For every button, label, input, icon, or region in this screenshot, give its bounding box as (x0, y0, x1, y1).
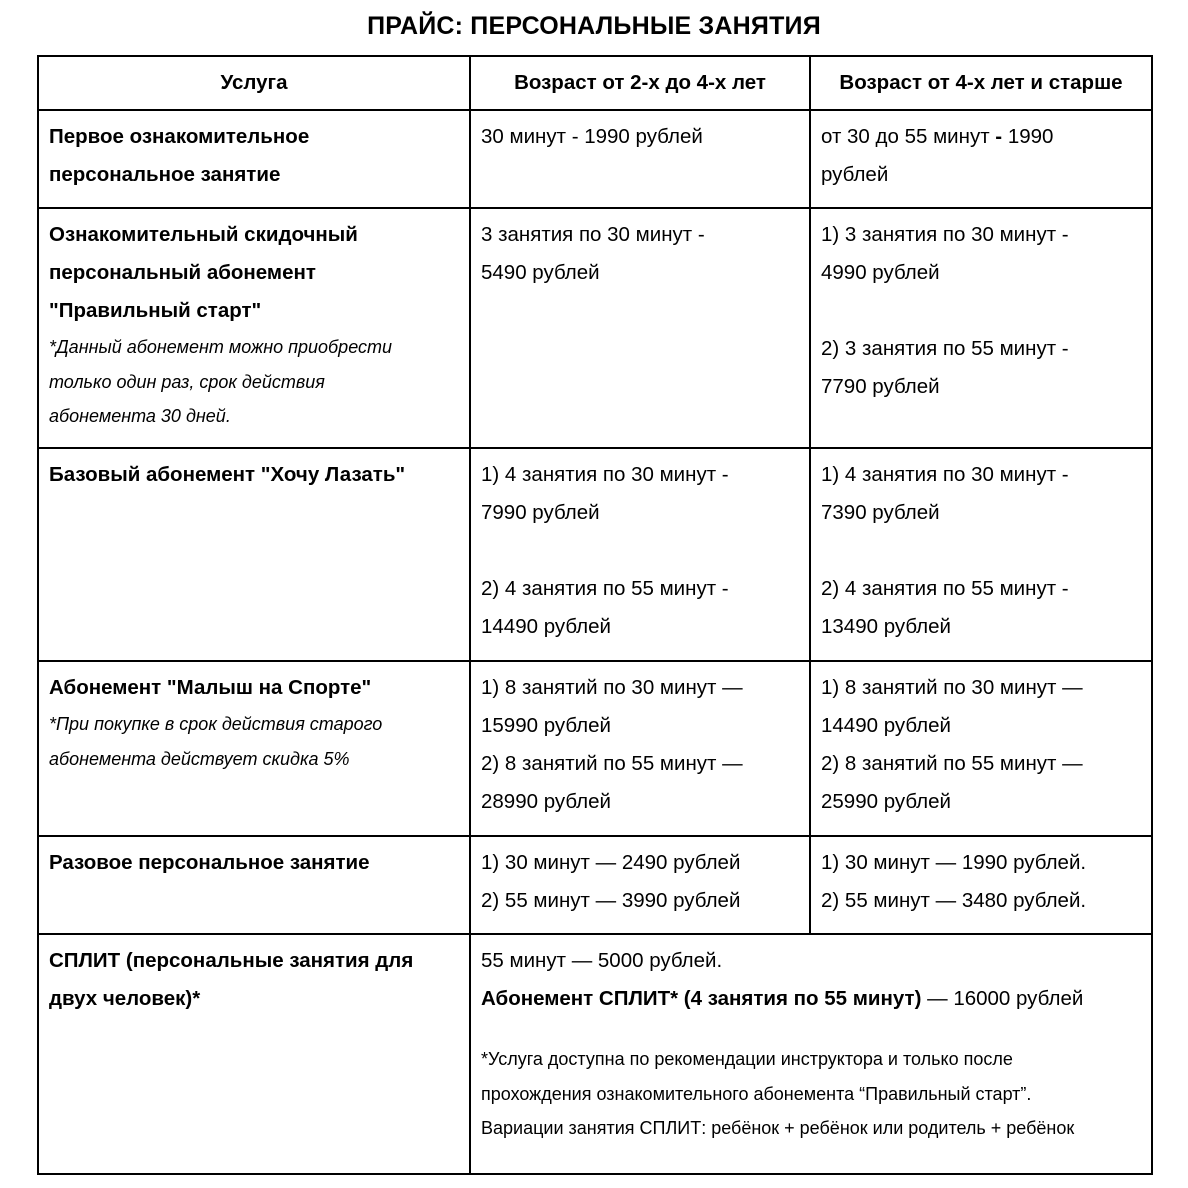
price-cell-age-2-4 (470, 208, 810, 448)
table-row (38, 448, 1152, 661)
spacer (481, 532, 799, 570)
price-line: 55 минут — 5000 рублей. (481, 949, 723, 972)
price-cell-age-2-4 (470, 661, 810, 836)
page-title: ПРАЙС: ПЕРСОНАЛЬНЫЕ ЗАНЯТИЯ (367, 12, 821, 40)
price-line: 25990 рублей (821, 790, 951, 813)
price-cell-age-4-plus (810, 661, 1152, 836)
price-cell-age-4-plus (810, 208, 1152, 448)
table-row (38, 110, 1152, 208)
price-line: 2) 55 минут — 3990 рублей (481, 889, 741, 912)
price-line: 15990 рублей (481, 714, 611, 737)
price-line (821, 118, 1141, 156)
price-line: 7390 рублей (821, 501, 940, 524)
price-line: 28990 рублей (481, 790, 611, 813)
service-name-line: СПЛИТ (персональные занятия для (49, 949, 414, 972)
price-line: 2) 8 занятий по 55 минут — (481, 752, 743, 775)
price-line: 2) 4 занятия по 55 минут - (821, 577, 1069, 600)
price-line: 2) 8 занятий по 55 минут — (821, 752, 1083, 775)
service-note-line: *Услуга доступна по рекомендации инструктора и только после (481, 1049, 1013, 1069)
price-line: 1) 3 занятия по 30 минут - (821, 223, 1069, 246)
price-cell-age-4-plus (810, 836, 1152, 934)
price-line: 1) 30 минут — 1990 рублей. (821, 851, 1087, 874)
price-line: 7990 рублей (481, 501, 600, 524)
service-note-line: *Данный абонемент можно приобрести (49, 337, 393, 357)
price-line: 1) 8 занятий по 30 минут — (821, 676, 1083, 699)
price-cell-age-2-4 (470, 448, 810, 661)
table-row (38, 934, 1152, 1174)
price-cell-age-2-4 (470, 110, 810, 208)
table-row (38, 661, 1152, 836)
price-line: 7790 рублей (821, 375, 940, 398)
price-table (37, 55, 1153, 1175)
service-name-line: Базовый абонемент "Хочу Лазать" (49, 463, 406, 486)
price-line: 3 занятия по 30 минут - (481, 223, 705, 246)
spacer (481, 1018, 1141, 1042)
header-age-2-4: Возраст от 2-х до 4-х лет (470, 56, 810, 110)
header-age-4-plus: Возраст от 4-х лет и старше (810, 56, 1152, 110)
service-name-line: Разовое персональное занятие (49, 851, 370, 874)
service-note-line: абонемента 30 дней. (49, 406, 231, 426)
price-line: 13490 рублей (821, 615, 951, 638)
price-cell-age-4-plus (810, 448, 1152, 661)
price-line: 5490 рублей (481, 261, 600, 284)
price-line: 14490 рублей (481, 615, 611, 638)
table-row (38, 208, 1152, 448)
split-subscription-price: — 16000 рублей (921, 987, 1084, 1010)
price-cell-age-2-4 (470, 836, 810, 934)
service-note-line: прохождения ознакомительного абонемента “Правильный старт”. (481, 1083, 1032, 1104)
price-line: 30 минут - 1990 рублей (481, 125, 703, 148)
service-cell (38, 661, 470, 836)
service-name-line: Первое ознакомительное (49, 125, 310, 148)
price-dash: - (995, 125, 1003, 148)
service-note-line: абонемента действует скидка 5% (49, 748, 350, 769)
service-note-line: Вариации занятия СПЛИТ: ребёнок + ребёнок или родитель + ребёнок (481, 1118, 1075, 1138)
split-subscription-label: Абонемент СПЛИТ* (4 занятия по 55 минут) (481, 987, 922, 1010)
spacer (821, 292, 1141, 330)
service-name-line: двух человек)* (49, 987, 201, 1010)
price-cell-age-4-plus (810, 110, 1152, 208)
price-line: 1) 8 занятий по 30 минут — (481, 676, 743, 699)
price-line: рублей (821, 163, 889, 186)
service-note-line: только один раз, срок действия (49, 371, 325, 392)
service-name-line: Ознакомительный скидочный (49, 223, 358, 246)
price-line: 1) 4 занятия по 30 минут - (481, 463, 729, 486)
service-name-line: Абонемент "Малыш на Спорте" (49, 676, 372, 699)
price-line: 4990 рублей (821, 261, 940, 284)
service-note-line: *При покупке в срок действия старого (49, 714, 383, 734)
price-line: 2) 55 минут — 3480 рублей. (821, 889, 1087, 912)
table-header-row (38, 56, 1152, 110)
table-row (38, 836, 1152, 934)
service-name-line: персональное занятие (49, 163, 281, 186)
price-cell-merged (470, 934, 1152, 1174)
price-line: 2) 4 занятия по 55 минут - (481, 577, 729, 600)
service-name-line: персональный абонемент (49, 261, 316, 284)
price-line: 14490 рублей (821, 714, 951, 737)
price-text: от 30 до 55 минут (821, 125, 996, 148)
service-cell (38, 836, 470, 934)
price-line: 1) 4 занятия по 30 минут - (821, 463, 1069, 486)
service-name-line: "Правильный старт" (49, 299, 262, 322)
price-line: 2) 3 занятия по 55 минут - (821, 337, 1069, 360)
header-service: Услуга (38, 56, 470, 110)
service-cell (38, 448, 470, 661)
price-line: 1) 30 минут — 2490 рублей (481, 851, 741, 874)
price-line (481, 980, 1141, 1018)
service-cell (38, 110, 470, 208)
price-text: 1990 (1002, 125, 1054, 148)
spacer (821, 532, 1141, 570)
service-cell (38, 934, 470, 1174)
service-cell (38, 208, 470, 448)
